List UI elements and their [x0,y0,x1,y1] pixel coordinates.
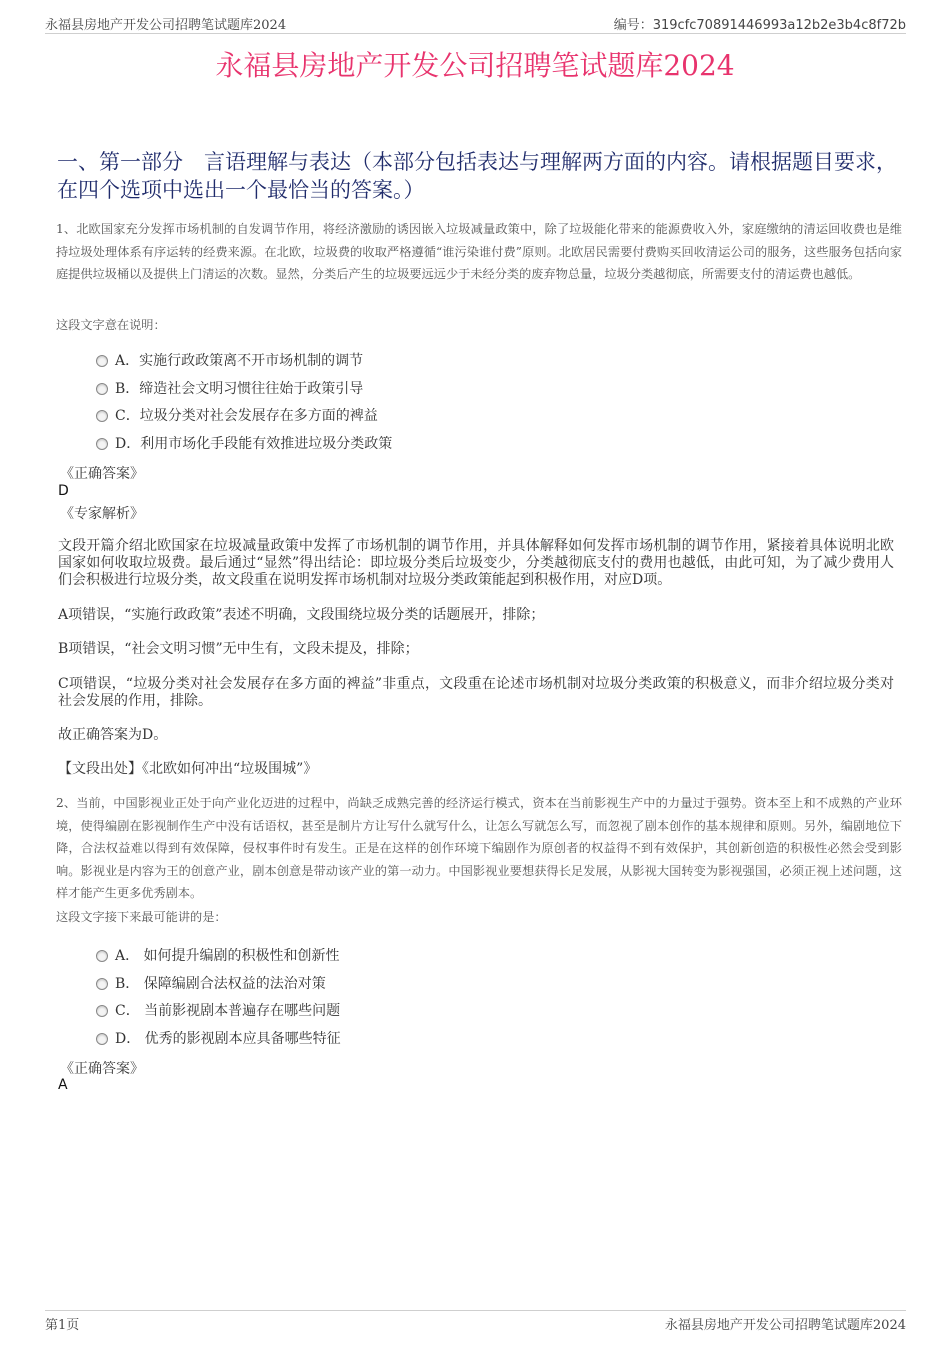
question-1-option-c[interactable] [96,405,378,425]
question-2-text: 2、当前，中国影视业正处于向产业化迈进的过程中，尚缺乏成熟完善的经济运行模式，资本在当前影视生产中的力量过于强势。资本至上和不成熟的产业环境，使得编剧在影视制作生产中没有话语权，甚至是制片方让写什么就写什么，让怎么写就怎么写，而忽视了剧本创作的基本规律和原则。另外，编剧地位下降，合法权益难以得到有效保障，侵权事件时有发生。正是在这样的创作环境下编剧作为原创者的权益得不到有效保护，其创新创造的积极性必然会受到影响。影视业是内容为王的创意产业，剧本创意是带动该产业的第一动力。中国影视业要想获得长足发展，从影视大国转变为影视强国，必须正视上述问题，这样才能产生更多优秀剧本。 [56,796,902,900]
question-1-analysis-label: 《专家解析》 [60,506,144,522]
header-code-value: 319cfc70891446993a12b2e3b4c8f72b [652,18,906,33]
question-1-analysis-a: A项错误，“实施行政政策”表述不明确，文段围绕垃圾分类的话题展开，排除； [58,607,545,623]
radio-icon[interactable] [96,978,108,990]
question-2-answer: A [58,1077,68,1093]
header-doc-title: 永福县房地产开发公司招聘笔试题库2024 [45,18,287,33]
radio-icon[interactable] [96,438,108,450]
question-1-prompt: 这段文字意在说明： [56,318,166,332]
footer-doc-title: 永福县房地产开发公司招聘笔试题库2024 [664,1318,906,1333]
question-1-analysis-main: 文段开篇介绍北欧国家在垃圾减量政策中发挥了市场机制的调节作用，并具体解释如何发挥市场机制的调节作用，紧接着具体说明北欧国家如何收取垃圾费。最后通过“显然”得出结论：即垃圾分类后垃圾变少，分类越彻底支付的费用也越低，由此可知，为了减少费用人们会积极进行垃圾分类，故文段重在说明发挥市场机制对垃圾分类政策能起到积极作用，对应D项。 [58,538,894,588]
option-label: D． 优秀的影视剧本应具备哪些特征 [115,1031,341,1047]
question-2-option-d[interactable] [96,1028,341,1048]
radio-icon[interactable] [96,950,108,962]
question-1-analysis-c: C项错误，“垃圾分类对社会发展存在多方面的裨益”非重点，文段重在论述市场机制对垃圾分类政策的积极意义，而非介绍垃圾分类对社会发展的作用，排除。 [58,676,894,709]
header-divider [45,33,906,34]
footer-divider [45,1310,906,1311]
question-2-option-b[interactable] [96,973,326,993]
footer-page-number: 第1页 [45,1318,80,1333]
radio-icon[interactable] [96,383,108,395]
header-code-label: 编号： [613,18,653,33]
question-1-option-b[interactable] [96,378,363,398]
question-2-prompt: 这段文字接下来最可能讲的是： [56,910,227,924]
question-1-option-d[interactable] [96,433,392,453]
question-1-source: 【文段出处】《北欧如何冲出“垃圾围城”》 [58,761,318,777]
option-label: A．实施行政政策离不开市场机制的调节 [115,353,364,369]
option-label: B．缔造社会文明习惯往往始于政策引导 [115,381,364,397]
option-label: C． 当前影视剧本普遍存在哪些问题 [115,1003,341,1019]
page-title: 永福县房地产开发公司招聘笔试题库2024 [215,49,735,82]
question-2-answer-label: 《正确答案》 [60,1061,144,1077]
option-label: A． 如何提升编剧的积极性和创新性 [115,948,340,964]
option-label: B． 保障编剧合法权益的法治对策 [115,976,326,992]
question-1-text: 1、北欧国家充分发挥市场机制的自发调节作用，将经济激励的诱因嵌入垃圾减量政策中，除了垃圾能化带来的能源费收入外，家庭缴纳的清运回收费也是维持垃圾处理体系有序运转的经费来源。在北欧，垃圾费的收取严格遵循“谁污染谁付费”原则。北欧居民需要付费购买回收清运公司的服务，这些服务包括向家庭提供垃圾桶以及提供上门清运的次数。显然，分类后产生的垃圾要远远少于未经分类的废弃物总量，垃圾分类越彻底，所需要支付的清运费也越低。 [56,222,902,281]
radio-icon[interactable] [96,410,108,422]
radio-icon[interactable] [96,1005,108,1017]
radio-icon[interactable] [96,355,108,367]
question-1-option-a[interactable] [96,350,363,370]
option-label: C．垃圾分类对社会发展存在多方面的裨益 [115,408,378,424]
question-1-analysis-b: B项错误，“社会文明习惯”无中生有，文段未提及，排除； [58,641,419,657]
question-2-option-c[interactable] [96,1000,340,1020]
question-1-answer: D [58,483,69,499]
question-1-answer-label: 《正确答案》 [60,466,144,482]
header-doc-code [614,14,906,33]
radio-icon[interactable] [96,1033,108,1045]
question-1-analysis-conclusion: 故正确答案为D。 [58,727,168,743]
section-heading: 一、第一部分 言语理解与表达（本部分包括表达与理解两方面的内容。请根据题目要求，在四个选项中选出一个最恰当的答案。） [57,150,897,202]
question-2-option-a[interactable] [96,945,340,965]
option-label: D．利用市场化手段能有效推进垃圾分类政策 [115,436,393,452]
